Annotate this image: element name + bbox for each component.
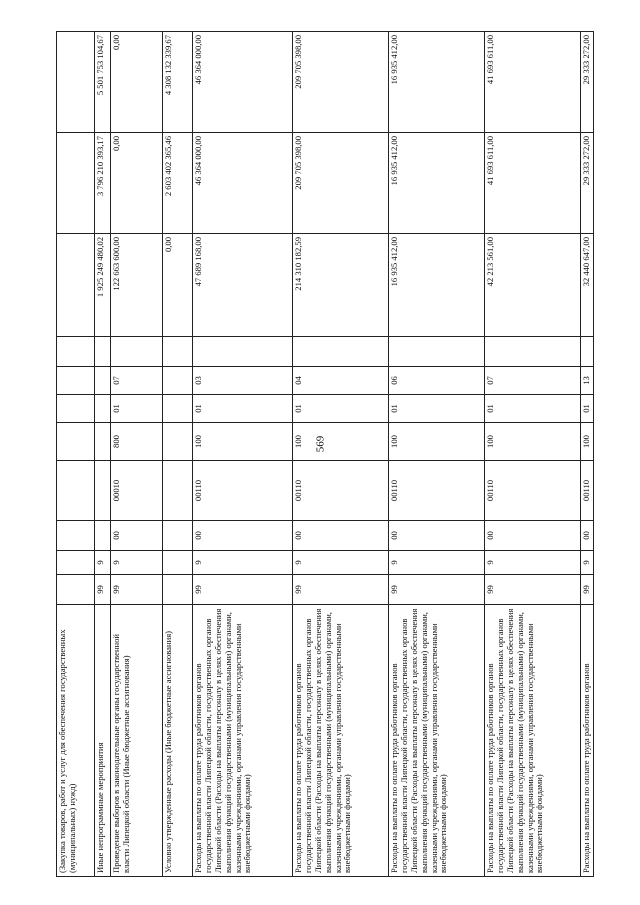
page-number: 569 [314,435,326,453]
amount-cell: 4 308 132 339,67 [163,32,193,133]
code-cell: 00110 [389,461,485,521]
code-cell: 00010 [111,461,163,521]
amount-cell: 0,00 [111,32,163,133]
code-cell [193,337,293,367]
code-cell [57,367,95,395]
code-cell: 99 [193,575,293,605]
code-cell: 07 [485,367,581,395]
row-description: (Закупка товаров, работ и услуг для обеспечения государственных (муниципальных) нужд) [57,605,95,877]
code-cell: 00110 [485,461,581,521]
amount-cell: 0,00 [163,234,193,337]
table-row [389,32,485,877]
code-cell: 100 [293,423,389,461]
code-cell: 100 [581,423,594,461]
amount-cell: 16 935 412,00 [389,32,485,133]
row-description: Условно утвержденные расходы (Иные бюджетные ассигнования) [163,605,193,877]
code-cell: 01 [193,395,293,423]
code-cell: 00110 [193,461,293,521]
amount-cell [57,234,95,337]
code-cell [163,423,193,461]
code-cell [95,395,111,423]
code-cell [57,521,95,551]
code-cell: 01 [389,395,485,423]
table-row [57,32,95,877]
code-cell [57,461,95,521]
code-cell [57,551,95,575]
code-cell: 9 [193,551,293,575]
code-cell: 04 [293,367,389,395]
code-cell: 99 [111,575,163,605]
table-rotated-container [56,32,591,877]
code-cell: 07 [111,367,163,395]
code-cell: 99 [581,575,594,605]
row-description: Проведение выборов в законодательные органы государственной власти Липецкой области (Иные бюджетные ассигнования) [111,605,163,877]
code-cell [95,367,111,395]
code-cell [485,337,581,367]
table-row [163,32,193,877]
code-cell [111,337,163,367]
amount-cell: 16 935 412,00 [389,133,485,234]
amount-cell: 46 364 000,00 [193,133,293,234]
code-cell [163,337,193,367]
code-cell: 9 [95,551,111,575]
table-row [111,32,163,877]
code-cell: 00 [111,521,163,551]
code-cell: 00110 [293,461,389,521]
code-cell [581,337,594,367]
table-row [293,32,389,877]
code-cell: 00110 [581,461,594,521]
code-cell: 100 [193,423,293,461]
amount-cell: 214 310 182,59 [293,234,389,337]
amount-cell: 0,00 [111,133,163,234]
row-description: Иные непрограммные мероприятия [95,605,111,877]
code-cell: 01 [293,395,389,423]
amount-cell: 1 925 249 480,02 [95,234,111,337]
amount-cell: 42 213 561,00 [485,234,581,337]
amount-cell: 29 333 272,00 [581,32,594,133]
amount-cell: 5 501 753 104,67 [95,32,111,133]
code-cell: 99 [293,575,389,605]
code-cell: 100 [389,423,485,461]
amount-cell: 46 364 000,00 [193,32,293,133]
code-cell [95,521,111,551]
code-cell [95,423,111,461]
row-description: Расходы на выплаты по оплате труда работников органов государственной власти Липецкой области, государственных органов Липецкой области (Расходы на выплаты персоналу в целях обеспечения выполнения функций государственными (муниципальными) органами, казенными учреждениями, органами управления государственными внебюджетными фондами) [293,605,389,877]
amount-cell: 41 693 611,00 [485,133,581,234]
amount-cell: 29 333 272,00 [581,133,594,234]
code-cell: 00 [389,521,485,551]
code-cell [163,521,193,551]
amount-cell: 32 440 647,00 [581,234,594,337]
amount-cell: 16 935 412,00 [389,234,485,337]
code-cell [293,337,389,367]
code-cell: 01 [485,395,581,423]
amount-cell: 3 796 210 393,17 [95,133,111,234]
code-cell [57,337,95,367]
code-cell [57,423,95,461]
code-cell: 06 [389,367,485,395]
code-cell: 9 [293,551,389,575]
table-row [193,32,293,877]
code-cell [57,395,95,423]
code-cell: 00 [581,521,594,551]
code-cell [95,337,111,367]
code-cell: 00 [193,521,293,551]
table-row [485,32,581,877]
table-row [95,32,111,877]
amount-cell: 2 603 402 365,46 [163,133,193,234]
table-row [581,32,594,877]
row-description: Расходы на выплаты по оплате труда работников органов государственной власти Липецкой области, государственных органов Липецкой области (Расходы на выплаты персоналу в целях обеспечения выполнения функций государственными (муниципальными) органами, казенными учреждениями, органами управления государственными внебюджетными фондами) [485,605,581,877]
code-cell: 01 [111,395,163,423]
amount-cell: 209 705 398,00 [293,32,389,133]
code-cell [389,337,485,367]
row-description: Расходы на выплаты по оплате труда работников органов государственной власти Липецкой области, государственных органов Липецкой области (Расходы на выплаты персоналу в целях обеспечения выполнения функций государственными (муниципальными) органами, казенными учреждениями, органами управления государственными внебюджетными фондами) [389,605,485,877]
code-cell: 9 [581,551,594,575]
code-cell: 99 [95,575,111,605]
amount-cell: 47 689 168,00 [193,234,293,337]
code-cell: 99 [389,575,485,605]
budget-table [56,31,594,877]
code-cell: 13 [581,367,594,395]
code-cell: 9 [111,551,163,575]
row-description: Расходы на выплаты по оплате труда работников органов государственной власти Липецкой области, государственных органов Липецкой области (Расходы на выплаты персоналу в целях обеспечения выполнения функций государственными (муниципальными) органами, казенными учреждениями, органами управления государственными внебюджетными фондами) [193,605,293,877]
amount-cell [57,133,95,234]
code-cell: 9 [389,551,485,575]
code-cell: 01 [581,395,594,423]
code-cell: 03 [193,367,293,395]
code-cell: 00 [485,521,581,551]
code-cell: 99 [485,575,581,605]
code-cell [163,367,193,395]
code-cell [163,575,193,605]
amount-cell: 122 663 600,00 [111,234,163,337]
code-cell [95,461,111,521]
code-cell [163,461,193,521]
amount-cell: 209 705 398,00 [293,133,389,234]
amount-cell [57,32,95,133]
code-cell: 9 [485,551,581,575]
code-cell [163,551,193,575]
code-cell [57,575,95,605]
code-cell: 800 [111,423,163,461]
code-cell [163,395,193,423]
code-cell: 100 [485,423,581,461]
code-cell: 00 [293,521,389,551]
amount-cell: 41 693 611,00 [485,32,581,133]
row-description: Расходы на выплаты по оплате труда работников органов [581,605,594,877]
